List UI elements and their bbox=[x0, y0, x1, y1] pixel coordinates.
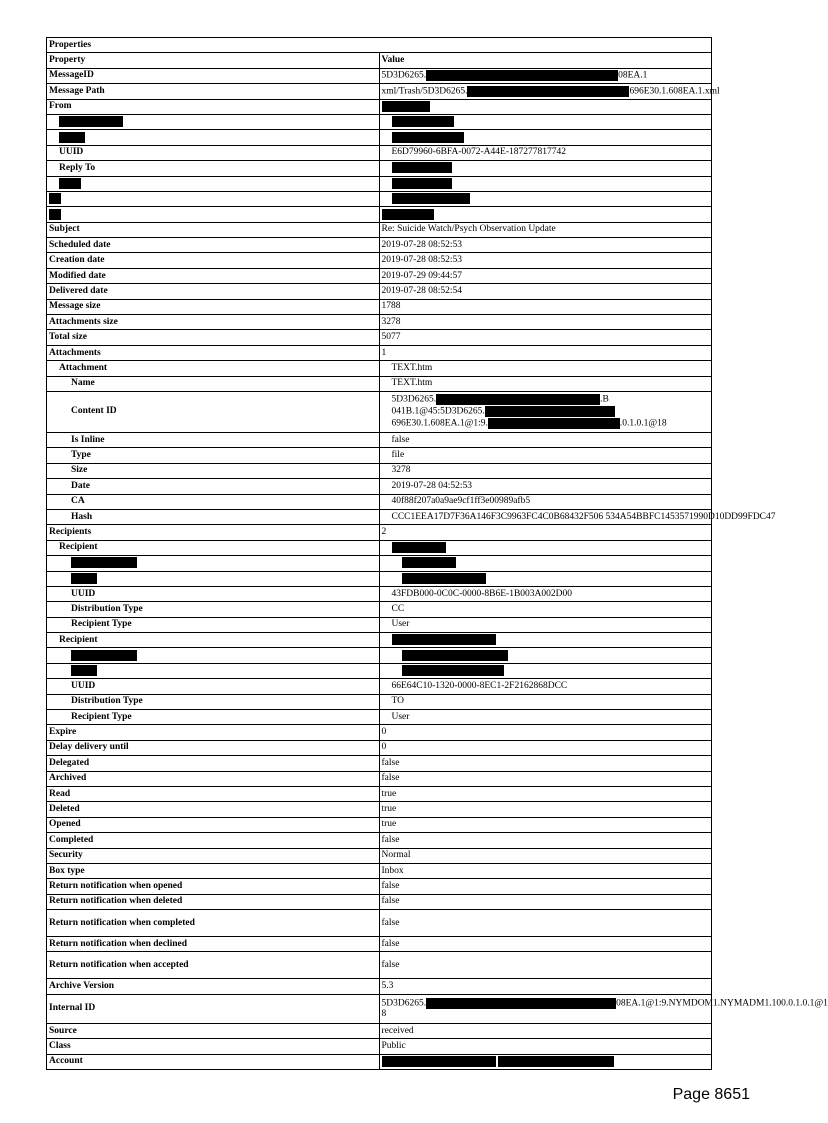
attachment-name-value: TEXT.htm bbox=[379, 376, 712, 391]
box-type-label: Box type bbox=[47, 863, 380, 878]
redacted-value bbox=[379, 207, 712, 222]
recipient-label: Recipient bbox=[47, 633, 380, 648]
redacted-value bbox=[379, 571, 712, 586]
redacted-label bbox=[47, 663, 380, 678]
type-value: file bbox=[379, 448, 712, 463]
redaction-box bbox=[392, 634, 496, 645]
redacted-value bbox=[379, 130, 712, 145]
redaction-box bbox=[49, 209, 61, 220]
header-property: Property bbox=[47, 53, 380, 68]
rn-completed-label: Return notification when completed bbox=[47, 910, 380, 937]
opened-label: Opened bbox=[47, 817, 380, 832]
distribution-type-label: Distribution Type bbox=[47, 694, 380, 709]
attachment-label: Attachment bbox=[47, 361, 380, 376]
redaction-box bbox=[426, 998, 616, 1009]
redaction-box bbox=[49, 193, 61, 204]
rn-accepted-value: false bbox=[379, 952, 712, 979]
redaction-box bbox=[71, 650, 137, 661]
redaction-box bbox=[436, 394, 600, 405]
attachments-size-value: 3278 bbox=[379, 315, 712, 330]
hash-value: CCC1EEA17D7F36A146F3C9963FC4C0B68432F506 534A54BBFC1453571990D10DD99FDC47 bbox=[379, 509, 712, 524]
redacted-value bbox=[379, 556, 712, 571]
expire-label: Expire bbox=[47, 725, 380, 740]
recipient-uuid-label: UUID bbox=[47, 586, 380, 601]
redaction-box bbox=[392, 132, 464, 143]
delegated-label: Delegated bbox=[47, 756, 380, 771]
properties-table bbox=[46, 37, 828, 1070]
redaction-box bbox=[382, 209, 434, 220]
rn-declined-label: Return notification when declined bbox=[47, 937, 380, 952]
header-value: Value bbox=[379, 53, 712, 68]
redacted-label bbox=[47, 207, 380, 222]
redaction-box bbox=[402, 573, 486, 584]
modified-date-value: 2019-07-29 09:44:57 bbox=[379, 268, 712, 283]
distribution-type-value: TO bbox=[379, 694, 712, 709]
redaction-box bbox=[382, 101, 430, 112]
size-label: Size bbox=[47, 463, 380, 478]
completed-value: false bbox=[379, 833, 712, 848]
redaction-box bbox=[467, 86, 629, 97]
internal-id-value: 5D3D6265. 08EA.1@1:9.NYMDOM1.NYMADM1.100.0.1.0.1@1 8 bbox=[379, 994, 712, 1023]
archive-version-value: 5.3 bbox=[379, 979, 712, 994]
source-value: received bbox=[379, 1023, 712, 1038]
ca-label: CA bbox=[47, 494, 380, 509]
recipients-value: 2 bbox=[379, 525, 712, 540]
is-inline-value: false bbox=[379, 432, 712, 447]
redaction-box bbox=[392, 178, 452, 189]
redaction-box bbox=[488, 418, 620, 429]
redaction-box bbox=[498, 1056, 614, 1067]
redacted-label bbox=[47, 114, 380, 129]
recipients-label: Recipients bbox=[47, 525, 380, 540]
subject-label: Subject bbox=[47, 222, 380, 237]
subject-value: Re: Suicide Watch/Psych Observation Update bbox=[379, 222, 712, 237]
recipient-value bbox=[379, 540, 712, 555]
archived-label: Archived bbox=[47, 771, 380, 786]
deleted-label: Deleted bbox=[47, 802, 380, 817]
creation-date-label: Creation date bbox=[47, 253, 380, 268]
redacted-label bbox=[47, 571, 380, 586]
total-size-value: 5077 bbox=[379, 330, 712, 345]
recipient-uuid-value: 66E64C10-1320-0000-8EC1-2F2162868DCC bbox=[379, 679, 712, 694]
redaction-box bbox=[71, 557, 137, 568]
modified-date-label: Modified date bbox=[47, 268, 380, 283]
rn-deleted-label: Return notification when deleted bbox=[47, 894, 380, 909]
redaction-box bbox=[59, 132, 85, 143]
is-inline-label: Is Inline bbox=[47, 432, 380, 447]
account-label: Account bbox=[47, 1054, 380, 1069]
redaction-box bbox=[59, 178, 81, 189]
redacted-value bbox=[379, 114, 712, 129]
message-path-label: Message Path bbox=[47, 84, 380, 99]
total-size-label: Total size bbox=[47, 330, 380, 345]
type-label: Type bbox=[47, 448, 380, 463]
recipient-type-value: User bbox=[379, 710, 712, 725]
completed-label: Completed bbox=[47, 833, 380, 848]
deleted-value: true bbox=[379, 802, 712, 817]
redacted-label bbox=[47, 176, 380, 191]
message-size-value: 1788 bbox=[379, 299, 712, 314]
reply-to-label: Reply To bbox=[47, 161, 380, 176]
redacted-value bbox=[379, 191, 712, 206]
from-label: From bbox=[47, 99, 380, 114]
rn-opened-value: false bbox=[379, 879, 712, 894]
redaction-box bbox=[392, 542, 446, 553]
redaction-box bbox=[402, 557, 456, 568]
message-id-label: MessageID bbox=[47, 68, 380, 83]
class-value: Public bbox=[379, 1039, 712, 1054]
delay-delivery-value: 0 bbox=[379, 740, 712, 755]
delegated-value: false bbox=[379, 756, 712, 771]
distribution-type-label: Distribution Type bbox=[47, 602, 380, 617]
archived-value: false bbox=[379, 771, 712, 786]
rn-completed-value: false bbox=[379, 910, 712, 937]
from-uuid-label: UUID bbox=[47, 145, 380, 160]
redaction-box bbox=[392, 116, 454, 127]
page-number: Page 8651 bbox=[672, 1086, 750, 1103]
content-id-label: Content ID bbox=[47, 391, 380, 432]
opened-value: true bbox=[379, 817, 712, 832]
ca-value: 40f88f207a0a9ae9cf1ff3e00989afb5 bbox=[379, 494, 712, 509]
recipient-type-value: User bbox=[379, 617, 712, 632]
redaction-box bbox=[392, 162, 452, 173]
redacted-label bbox=[47, 556, 380, 571]
internal-id-label: Internal ID bbox=[47, 994, 380, 1023]
from-uuid-value: E6D79960-6BFA-0072-A44E-187277817742 bbox=[379, 145, 712, 160]
recipient-label: Recipient bbox=[47, 540, 380, 555]
redaction-box bbox=[392, 193, 470, 204]
redacted-label bbox=[47, 191, 380, 206]
delivered-date-value: 2019-07-28 08:52:54 bbox=[379, 284, 712, 299]
size-value: 3278 bbox=[379, 463, 712, 478]
attachments-size-label: Attachments size bbox=[47, 315, 380, 330]
redacted-label bbox=[47, 130, 380, 145]
security-value: Normal bbox=[379, 848, 712, 863]
recipient-type-label: Recipient Type bbox=[47, 710, 380, 725]
box-type-value: Inbox bbox=[379, 863, 712, 878]
recipient-uuid-value: 43FDB000-0C0C-0000-8B6E-1B003A002D00 bbox=[379, 586, 712, 601]
security-label: Security bbox=[47, 848, 380, 863]
date-label: Date bbox=[47, 479, 380, 494]
archive-version-label: Archive Version bbox=[47, 979, 380, 994]
hash-label: Hash bbox=[47, 509, 380, 524]
redacted-value bbox=[379, 663, 712, 678]
redaction-box bbox=[426, 70, 618, 81]
redaction-box bbox=[59, 116, 123, 127]
redacted-value bbox=[379, 176, 712, 191]
recipient-type-label: Recipient Type bbox=[47, 617, 380, 632]
class-label: Class bbox=[47, 1039, 380, 1054]
attachment-name-label: Name bbox=[47, 376, 380, 391]
delay-delivery-label: Delay delivery until bbox=[47, 740, 380, 755]
redaction-box bbox=[71, 665, 97, 676]
rn-accepted-label: Return notification when accepted bbox=[47, 952, 380, 979]
creation-date-value: 2019-07-28 08:52:53 bbox=[379, 253, 712, 268]
redaction-box bbox=[485, 406, 615, 417]
account-value bbox=[379, 1054, 712, 1069]
attachments-label: Attachments bbox=[47, 345, 380, 360]
rn-opened-label: Return notification when opened bbox=[47, 879, 380, 894]
redaction-box bbox=[402, 665, 504, 676]
rn-deleted-value: false bbox=[379, 894, 712, 909]
attachment-value: TEXT.htm bbox=[379, 361, 712, 376]
read-label: Read bbox=[47, 786, 380, 801]
message-id-value: 5D3D6265. 08EA.1 bbox=[379, 68, 712, 83]
redacted-value bbox=[379, 648, 712, 663]
content-id-value: 5D3D6265. .B 041B.1@45:5D3D6265. 696E30.1.608EA.1@1:9. .0.1.0.1@18 bbox=[379, 391, 712, 432]
message-size-label: Message size bbox=[47, 299, 380, 314]
source-label: Source bbox=[47, 1023, 380, 1038]
recipient-uuid-label: UUID bbox=[47, 679, 380, 694]
from-value bbox=[379, 99, 712, 114]
date-value: 2019-07-28 04:52:53 bbox=[379, 479, 712, 494]
redaction-box bbox=[71, 573, 97, 584]
expire-value: 0 bbox=[379, 725, 712, 740]
redaction-box bbox=[382, 1056, 496, 1067]
scheduled-date-value: 2019-07-28 08:52:53 bbox=[379, 238, 712, 253]
delivered-date-label: Delivered date bbox=[47, 284, 380, 299]
read-value: true bbox=[379, 786, 712, 801]
recipient-value bbox=[379, 633, 712, 648]
redaction-box bbox=[402, 650, 508, 661]
table-title: Properties bbox=[47, 38, 712, 53]
rn-declined-value: false bbox=[379, 937, 712, 952]
reply-to-value bbox=[379, 161, 712, 176]
scheduled-date-label: Scheduled date bbox=[47, 238, 380, 253]
redacted-label bbox=[47, 648, 380, 663]
distribution-type-value: CC bbox=[379, 602, 712, 617]
attachments-value: 1 bbox=[379, 345, 712, 360]
message-path-value: xml/Trash/5D3D6265. 696E30.1.608EA.1.xml bbox=[379, 84, 712, 99]
